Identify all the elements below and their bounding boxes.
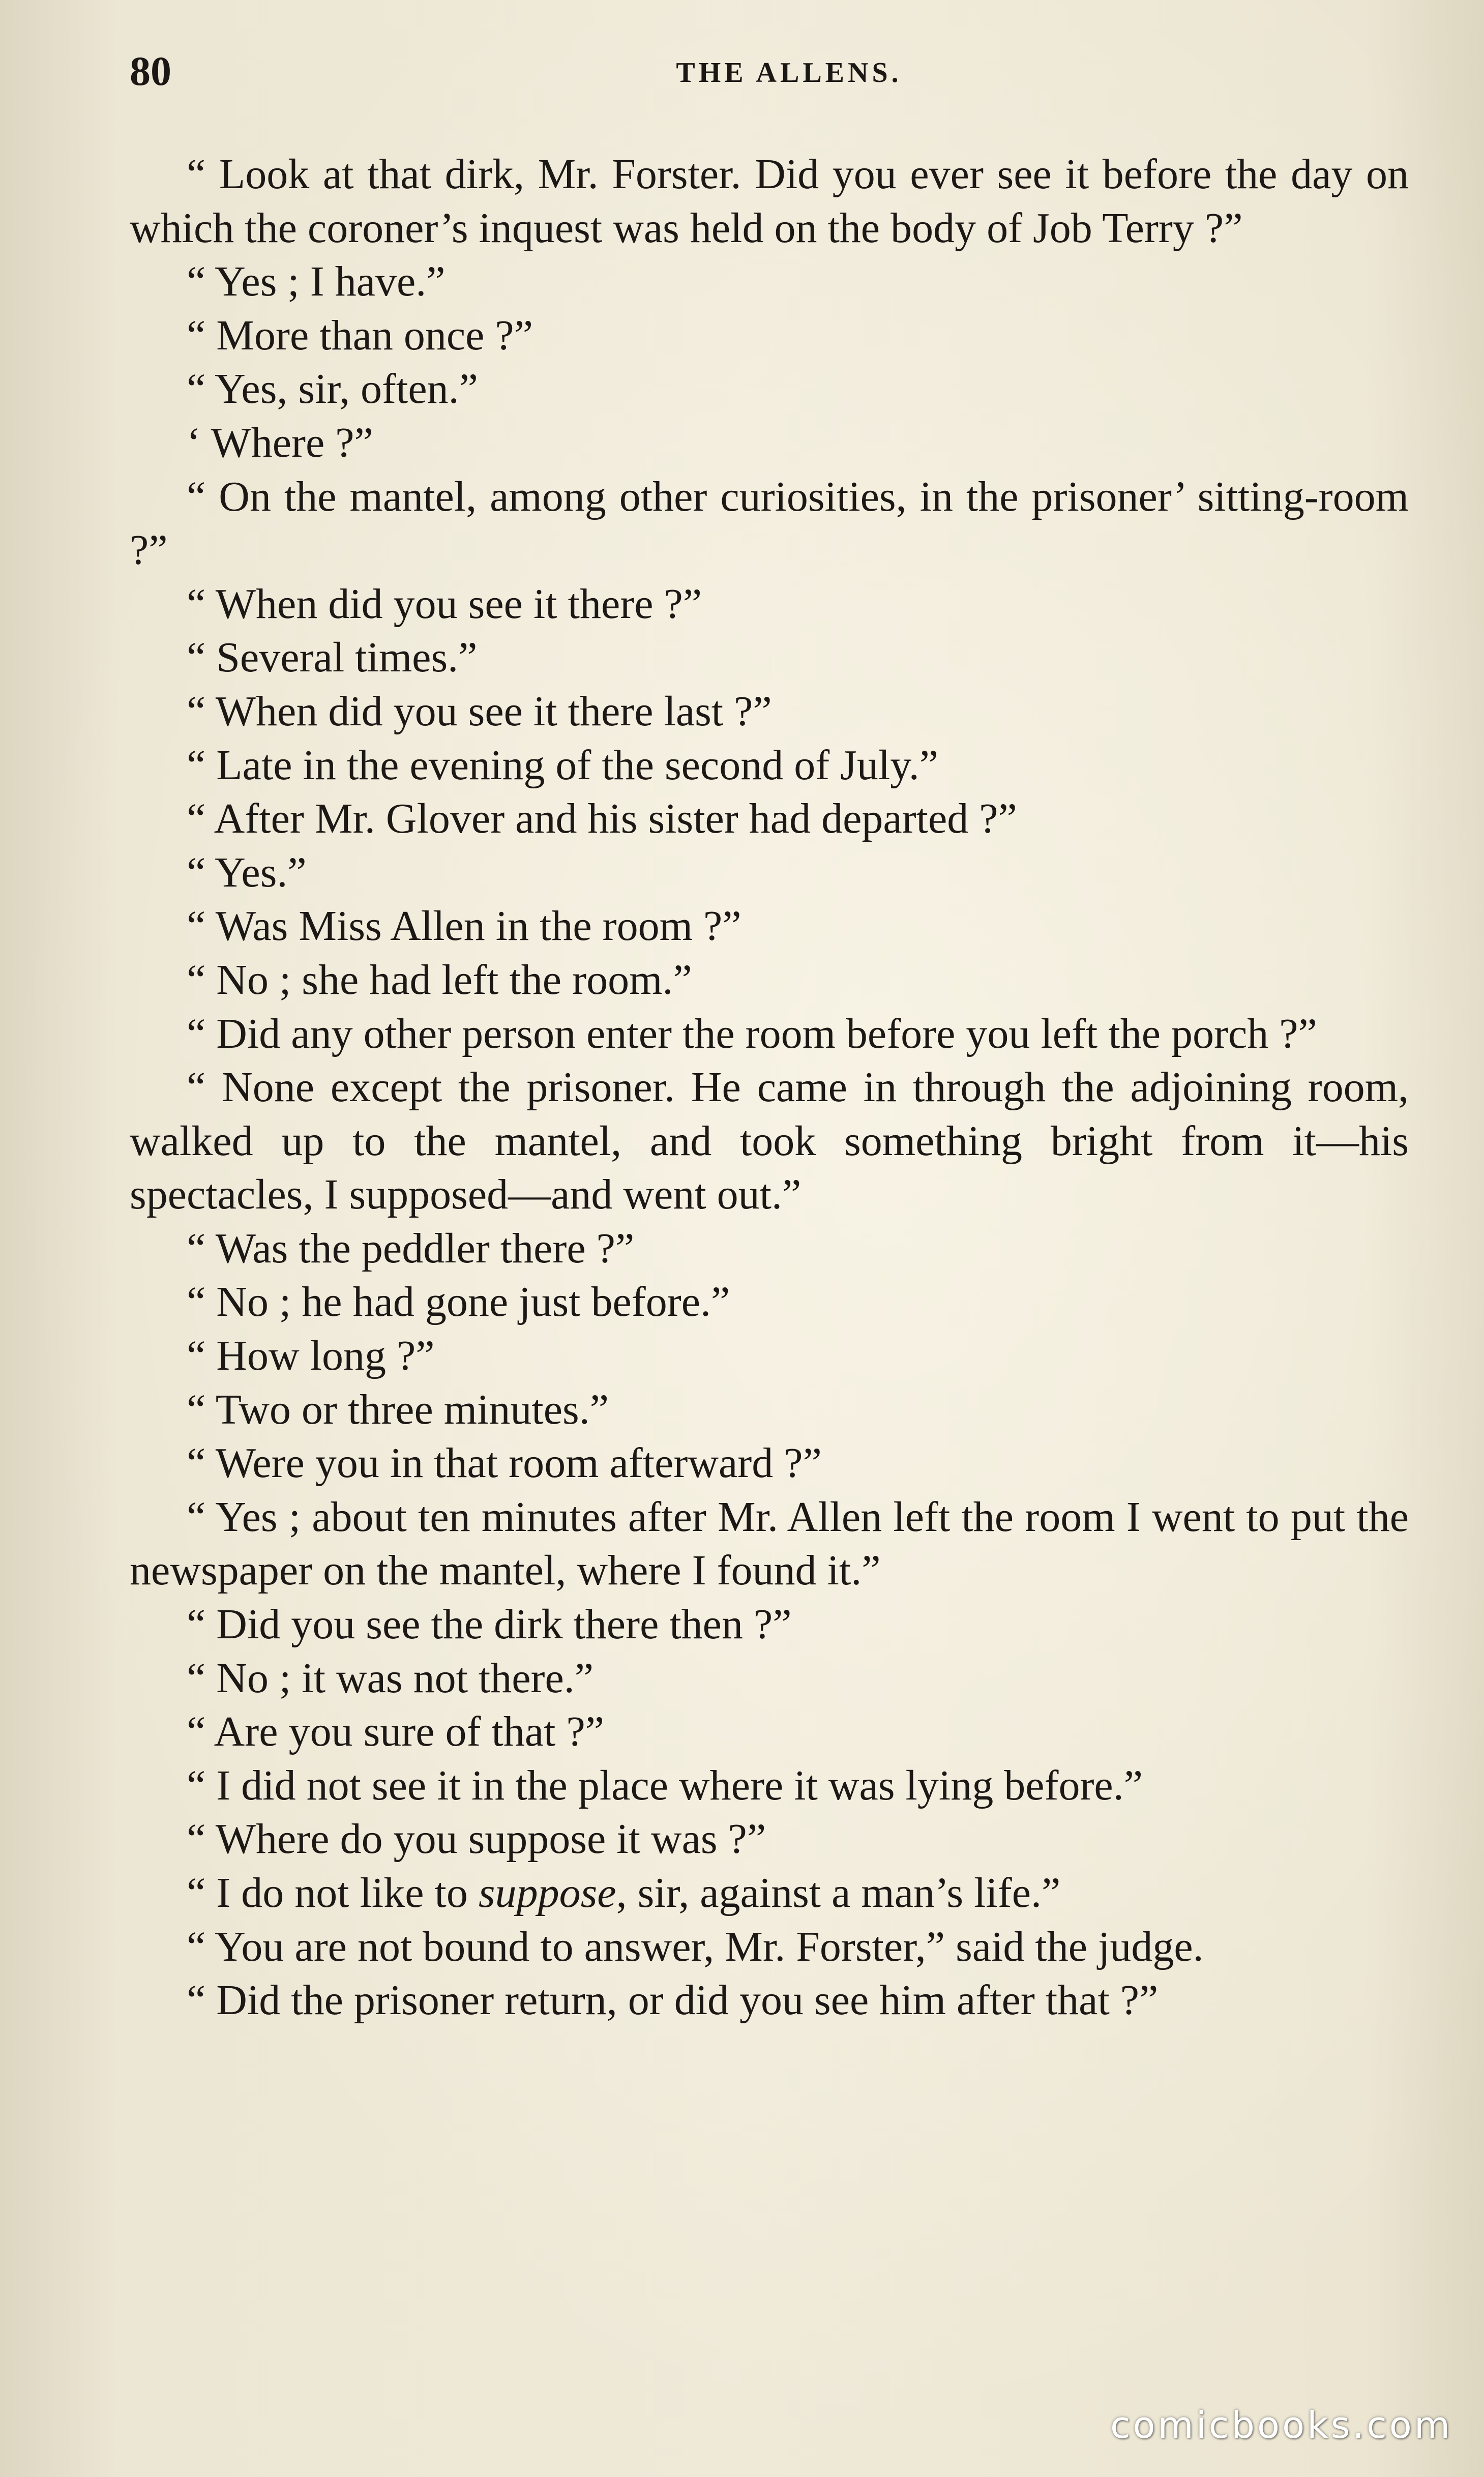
emphasized-word: suppose: [478, 1869, 616, 1916]
paragraph: “ More than once ?”: [187, 311, 533, 359]
paragraph: “ Did you see the dirk there then ?”: [187, 1601, 792, 1648]
paragraph: “ Several times.”: [187, 634, 478, 682]
paragraph: “ I did not see it in the place where it was lying before.”: [187, 1761, 1143, 1809]
paragraph: “ When did you see it there ?”: [187, 580, 702, 628]
paragraph: “ Where do you suppose it was ?”: [187, 1815, 766, 1863]
paragraph: ‘ Where ?”: [187, 419, 373, 466]
paragraph: “ No ; he had gone just before.”: [187, 1278, 730, 1326]
paragraph: “ Two or three minutes.”: [187, 1385, 609, 1433]
page-number: 80: [130, 48, 171, 94]
paragraph: [130, 1866, 1409, 1920]
site-watermark: comicbooks.com: [1110, 2404, 1452, 2446]
paragraph: “ None except the prisoner. He came in through the adjoining room, walked up to the mantel, and took something bright from it—his spectacles, I supposed—and went out.”: [130, 1064, 1409, 1219]
page-header: [130, 46, 1408, 97]
paragraph: “ Yes ; I have.”: [187, 258, 446, 306]
paragraph: “ On the mantel, among other curiosities, in the prisoner’ sitting-room ?”: [130, 473, 1409, 574]
paragraph: “ Was the peddler there ?”: [187, 1224, 635, 1272]
paragraph: “ Did any other person enter the room before you left the porch ?”: [187, 1010, 1317, 1057]
paragraph: “ Was Miss Allen in the room ?”: [187, 902, 741, 950]
paragraph: “ How long ?”: [187, 1332, 435, 1380]
paragraph-text: “ I do not like to: [187, 1869, 479, 1916]
paragraph: “ Look at that dirk, Mr. Forster. Did you ever see it before the day on which the coroner’s inquest was held on the body of Job Terry ?”: [130, 151, 1409, 252]
paragraph: “ No ; it was not there.”: [187, 1654, 594, 1702]
paragraph: “ Yes, sir, often.”: [187, 365, 478, 413]
paragraph: “ Are you sure of that ?”: [187, 1708, 605, 1756]
running-head: THE ALLENS.: [676, 57, 902, 89]
paragraph: “ Were you in that room afterward ?”: [187, 1439, 822, 1487]
paragraph: “ Late in the evening of the second of July.”: [187, 741, 939, 789]
paragraph-text: , sir, against a man’s life.”: [616, 1869, 1061, 1916]
paragraph: “ Yes.”: [187, 848, 307, 896]
paragraph: “ You are not bound to answer, Mr. Forster,” said the judge.: [187, 1923, 1204, 1970]
paragraph: “ Yes ; about ten minutes after Mr. Allen left the room I went to put the newspaper on the mantel, where I found it.”: [130, 1493, 1409, 1595]
body-text: [130, 148, 1409, 2027]
paragraph: “ No ; she had left the room.”: [187, 956, 692, 1004]
paragraph: “ Did the prisoner return, or did you see him after that ?”: [187, 1977, 1159, 2024]
paragraph: “ When did you see it there last ?”: [187, 687, 772, 735]
paragraph: “ After Mr. Glover and his sister had departed ?”: [187, 795, 1017, 843]
